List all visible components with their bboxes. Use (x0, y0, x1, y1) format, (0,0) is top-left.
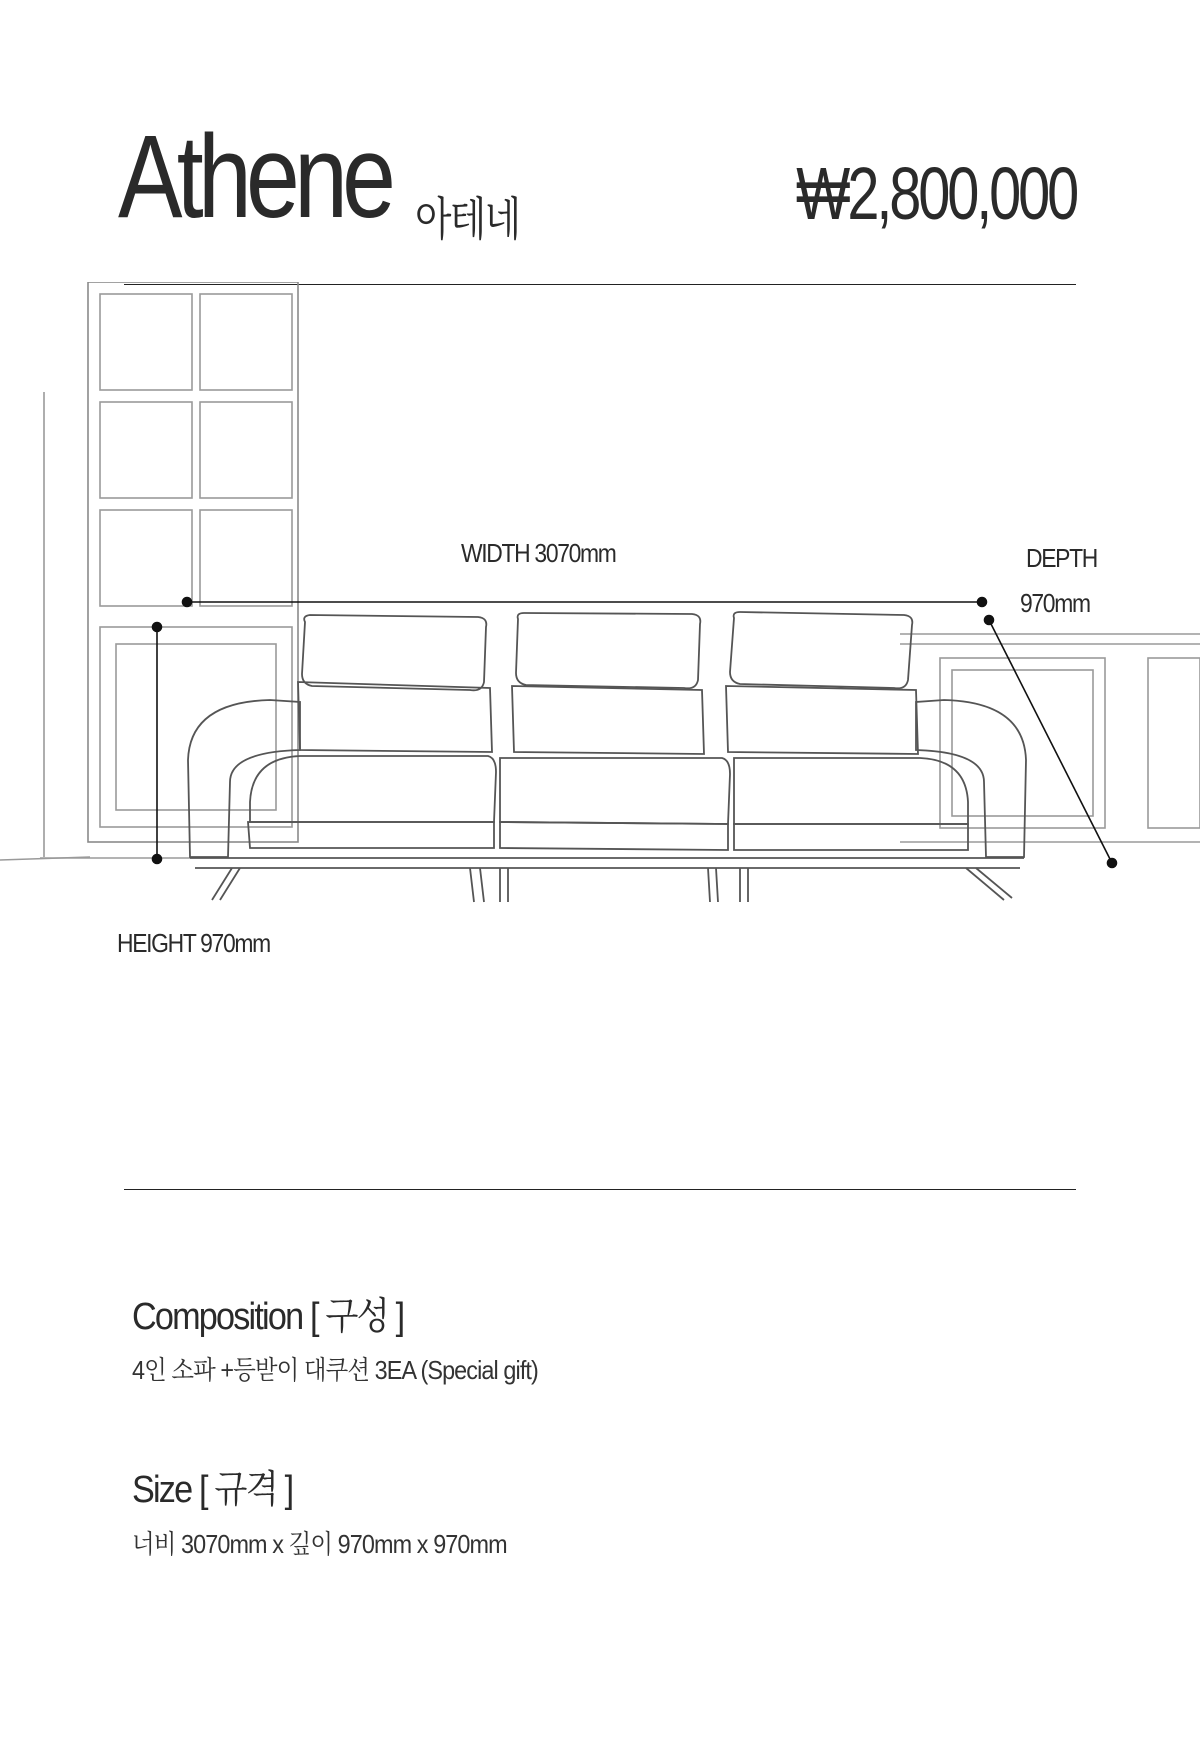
depth-value: 970mm (1020, 588, 1090, 618)
product-title-korean: 아테네 (415, 193, 520, 245)
bottom-divider (124, 1189, 1076, 1190)
composition-heading: Composition [ 구성 ] (132, 1296, 404, 1338)
size-heading: Size [ 규격 ] (132, 1469, 293, 1511)
width-label: WIDTH 3070mm (461, 538, 616, 568)
size-text: 너비 3070mm x 깊이 970mm x 970mm (132, 1529, 507, 1559)
composition-text: 4인 소파 +등받이 대쿠션 3EA (Special gift) (132, 1355, 538, 1385)
height-label: HEIGHT 970mm (117, 928, 270, 958)
depth-label: DEPTH (1026, 543, 1097, 573)
product-price: ₩2,800,000 (795, 152, 1076, 235)
product-title: Athene (118, 111, 391, 243)
